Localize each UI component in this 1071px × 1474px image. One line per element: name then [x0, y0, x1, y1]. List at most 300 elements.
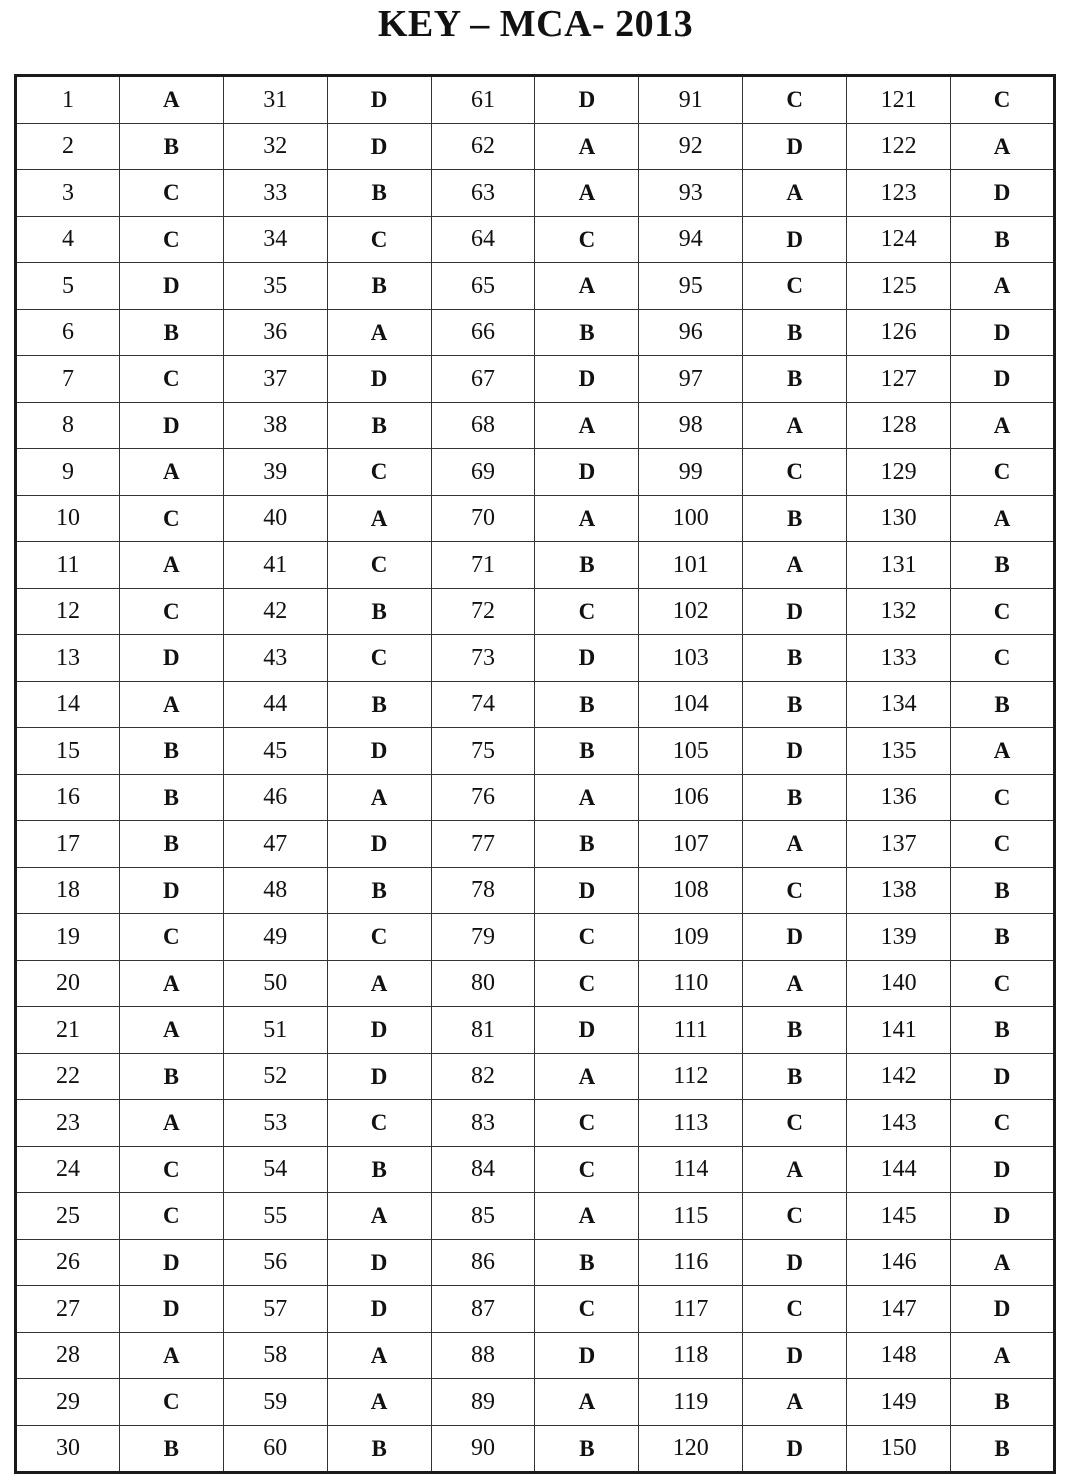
question-number: 18 — [16, 867, 120, 914]
question-number: 102 — [639, 588, 743, 635]
table-row — [16, 309, 1055, 356]
question-number: 9 — [16, 449, 120, 496]
question-number: 52 — [223, 1053, 327, 1100]
answer-letter: A — [951, 123, 1055, 170]
answer-letter: A — [119, 681, 223, 728]
answer-letter: D — [327, 728, 431, 775]
table-row — [16, 1379, 1055, 1426]
question-number: 130 — [847, 495, 951, 542]
table-row — [16, 914, 1055, 961]
answer-letter: C — [119, 1379, 223, 1426]
answer-letter: B — [951, 1007, 1055, 1054]
question-number: 120 — [639, 1425, 743, 1473]
question-number: 67 — [431, 356, 535, 403]
answer-letter: D — [327, 821, 431, 868]
table-row — [16, 263, 1055, 310]
question-number: 62 — [431, 123, 535, 170]
question-number: 54 — [223, 1146, 327, 1193]
table-row — [16, 402, 1055, 449]
question-number: 119 — [639, 1379, 743, 1426]
answer-letter: D — [743, 216, 847, 263]
question-number: 142 — [847, 1053, 951, 1100]
answer-letter: C — [743, 263, 847, 310]
question-number: 106 — [639, 774, 743, 821]
answer-letter: B — [535, 309, 639, 356]
table-row — [16, 123, 1055, 170]
question-number: 37 — [223, 356, 327, 403]
question-number: 2 — [16, 123, 120, 170]
answer-letter: B — [327, 263, 431, 310]
answer-letter: D — [535, 356, 639, 403]
question-number: 94 — [639, 216, 743, 263]
question-number: 4 — [16, 216, 120, 263]
answer-letter: A — [327, 309, 431, 356]
question-number: 93 — [639, 170, 743, 217]
question-number: 137 — [847, 821, 951, 868]
answer-letter: C — [535, 914, 639, 961]
table-row — [16, 960, 1055, 1007]
answer-letter: A — [535, 1053, 639, 1100]
question-number: 23 — [16, 1100, 120, 1147]
answer-letter: B — [327, 1146, 431, 1193]
answer-letter: C — [951, 635, 1055, 682]
question-number: 83 — [431, 1100, 535, 1147]
answer-letter: A — [327, 1379, 431, 1426]
answer-letter: B — [535, 542, 639, 589]
question-number: 139 — [847, 914, 951, 961]
question-number: 79 — [431, 914, 535, 961]
answer-letter: D — [743, 123, 847, 170]
table-row — [16, 867, 1055, 914]
question-number: 42 — [223, 588, 327, 635]
table-row — [16, 1146, 1055, 1193]
question-number: 118 — [639, 1332, 743, 1379]
answer-letter: B — [951, 681, 1055, 728]
answer-letter: D — [951, 1193, 1055, 1240]
answer-letter: A — [535, 170, 639, 217]
question-number: 92 — [639, 123, 743, 170]
question-number: 125 — [847, 263, 951, 310]
answer-letter: A — [327, 495, 431, 542]
question-number: 8 — [16, 402, 120, 449]
answer-letter: A — [327, 774, 431, 821]
question-number: 41 — [223, 542, 327, 589]
question-number: 121 — [847, 76, 951, 124]
question-number: 1 — [16, 76, 120, 124]
question-number: 127 — [847, 356, 951, 403]
question-number: 21 — [16, 1007, 120, 1054]
answer-letter: D — [535, 76, 639, 124]
question-number: 64 — [431, 216, 535, 263]
question-number: 35 — [223, 263, 327, 310]
answer-letter: B — [119, 821, 223, 868]
table-row — [16, 774, 1055, 821]
question-number: 112 — [639, 1053, 743, 1100]
answer-letter: B — [327, 1425, 431, 1473]
question-number: 149 — [847, 1379, 951, 1426]
question-number: 136 — [847, 774, 951, 821]
question-number: 58 — [223, 1332, 327, 1379]
answer-letter: C — [119, 495, 223, 542]
answer-letter: D — [119, 867, 223, 914]
answer-letter: D — [951, 356, 1055, 403]
question-number: 28 — [16, 1332, 120, 1379]
question-number: 34 — [223, 216, 327, 263]
answer-letter: B — [951, 542, 1055, 589]
question-number: 12 — [16, 588, 120, 635]
table-row — [16, 681, 1055, 728]
answer-letter: A — [327, 1332, 431, 1379]
page-title: KEY – MCA- 2013 — [377, 3, 694, 45]
question-number: 48 — [223, 867, 327, 914]
question-number: 36 — [223, 309, 327, 356]
question-number: 63 — [431, 170, 535, 217]
question-number: 14 — [16, 681, 120, 728]
answer-letter: C — [535, 1100, 639, 1147]
question-number: 44 — [223, 681, 327, 728]
question-number: 138 — [847, 867, 951, 914]
answer-letter: C — [951, 774, 1055, 821]
answer-letter: C — [327, 449, 431, 496]
question-number: 10 — [16, 495, 120, 542]
question-number: 126 — [847, 309, 951, 356]
question-number: 114 — [639, 1146, 743, 1193]
question-number: 133 — [847, 635, 951, 682]
question-number: 5 — [16, 263, 120, 310]
answer-letter: A — [535, 1193, 639, 1240]
answer-letter: D — [119, 635, 223, 682]
answer-letter: A — [743, 542, 847, 589]
answer-letter: A — [119, 960, 223, 1007]
question-number: 107 — [639, 821, 743, 868]
question-number: 113 — [639, 1100, 743, 1147]
answer-letter: A — [951, 402, 1055, 449]
answer-letter: B — [535, 728, 639, 775]
question-number: 95 — [639, 263, 743, 310]
question-number: 71 — [431, 542, 535, 589]
question-number: 89 — [431, 1379, 535, 1426]
answer-letter: D — [743, 588, 847, 635]
question-number: 29 — [16, 1379, 120, 1426]
question-number: 6 — [16, 309, 120, 356]
question-number: 3 — [16, 170, 120, 217]
question-number: 56 — [223, 1239, 327, 1286]
answer-letter: B — [951, 216, 1055, 263]
answer-letter: C — [535, 960, 639, 1007]
question-number: 77 — [431, 821, 535, 868]
question-number: 75 — [431, 728, 535, 775]
answer-letter: C — [743, 867, 847, 914]
question-number: 46 — [223, 774, 327, 821]
answer-letter: C — [743, 449, 847, 496]
answer-letter: D — [951, 1053, 1055, 1100]
question-number: 17 — [16, 821, 120, 868]
question-number: 7 — [16, 356, 120, 403]
answer-letter: D — [535, 1332, 639, 1379]
table-row — [16, 728, 1055, 775]
answer-letter: B — [743, 1007, 847, 1054]
answer-letter: B — [743, 1053, 847, 1100]
answer-letter: B — [743, 635, 847, 682]
question-number: 24 — [16, 1146, 120, 1193]
answer-letter: A — [119, 1332, 223, 1379]
answer-letter: C — [327, 542, 431, 589]
answer-letter: A — [535, 774, 639, 821]
table-row — [16, 542, 1055, 589]
question-number: 128 — [847, 402, 951, 449]
question-number: 47 — [223, 821, 327, 868]
question-number: 69 — [431, 449, 535, 496]
answer-letter: B — [119, 774, 223, 821]
question-number: 53 — [223, 1100, 327, 1147]
answer-letter: B — [743, 309, 847, 356]
question-number: 135 — [847, 728, 951, 775]
answer-letter: D — [951, 1286, 1055, 1333]
answer-letter: D — [951, 170, 1055, 217]
question-number: 20 — [16, 960, 120, 1007]
question-number: 108 — [639, 867, 743, 914]
question-number: 33 — [223, 170, 327, 217]
answer-letter: C — [951, 821, 1055, 868]
answer-letter: D — [119, 1286, 223, 1333]
answer-letter: A — [743, 170, 847, 217]
answer-letter: C — [327, 635, 431, 682]
answer-letter: B — [327, 170, 431, 217]
question-number: 116 — [639, 1239, 743, 1286]
question-number: 117 — [639, 1286, 743, 1333]
table-row — [16, 495, 1055, 542]
question-number: 111 — [639, 1007, 743, 1054]
question-number: 147 — [847, 1286, 951, 1333]
answer-letter: A — [327, 1193, 431, 1240]
answer-letter: A — [951, 728, 1055, 775]
answer-letter: C — [535, 1286, 639, 1333]
question-number: 50 — [223, 960, 327, 1007]
table-row — [16, 216, 1055, 263]
question-number: 30 — [16, 1425, 120, 1473]
question-number: 115 — [639, 1193, 743, 1240]
question-number: 101 — [639, 542, 743, 589]
question-number: 68 — [431, 402, 535, 449]
answer-letter: C — [327, 914, 431, 961]
question-number: 16 — [16, 774, 120, 821]
question-number: 150 — [847, 1425, 951, 1473]
question-number: 70 — [431, 495, 535, 542]
question-number: 99 — [639, 449, 743, 496]
table-row — [16, 1425, 1055, 1473]
answer-letter: B — [535, 1425, 639, 1473]
question-number: 146 — [847, 1239, 951, 1286]
question-number: 40 — [223, 495, 327, 542]
question-number: 11 — [16, 542, 120, 589]
question-number: 81 — [431, 1007, 535, 1054]
answer-letter: D — [327, 1239, 431, 1286]
answer-letter: D — [119, 402, 223, 449]
question-number: 60 — [223, 1425, 327, 1473]
answer-letter: D — [535, 449, 639, 496]
table-row — [16, 449, 1055, 496]
question-number: 90 — [431, 1425, 535, 1473]
question-number: 144 — [847, 1146, 951, 1193]
question-number: 72 — [431, 588, 535, 635]
question-number: 80 — [431, 960, 535, 1007]
answer-letter: C — [119, 588, 223, 635]
answer-letter: C — [743, 76, 847, 124]
answer-letter: B — [119, 1425, 223, 1473]
answer-letter: B — [951, 1425, 1055, 1473]
answer-letter: C — [743, 1286, 847, 1333]
question-number: 26 — [16, 1239, 120, 1286]
question-number: 73 — [431, 635, 535, 682]
question-number: 32 — [223, 123, 327, 170]
answer-letter: B — [743, 495, 847, 542]
answer-letter: B — [951, 914, 1055, 961]
answer-letter: A — [535, 495, 639, 542]
question-number: 66 — [431, 309, 535, 356]
answer-letter: C — [119, 170, 223, 217]
question-number: 86 — [431, 1239, 535, 1286]
answer-letter: D — [327, 356, 431, 403]
question-number: 145 — [847, 1193, 951, 1240]
answer-letter: A — [119, 76, 223, 124]
table-row — [16, 588, 1055, 635]
question-number: 96 — [639, 309, 743, 356]
question-number: 141 — [847, 1007, 951, 1054]
answer-letter: D — [743, 914, 847, 961]
question-number: 45 — [223, 728, 327, 775]
question-number: 65 — [431, 263, 535, 310]
table-row — [16, 170, 1055, 217]
answer-letter: C — [951, 76, 1055, 124]
answer-letter: A — [119, 1007, 223, 1054]
answer-letter: D — [535, 867, 639, 914]
answer-letter: D — [743, 728, 847, 775]
answer-letter: A — [743, 1146, 847, 1193]
answer-letter: D — [951, 309, 1055, 356]
answer-letter: B — [119, 1053, 223, 1100]
question-number: 74 — [431, 681, 535, 728]
question-number: 148 — [847, 1332, 951, 1379]
question-number: 49 — [223, 914, 327, 961]
answer-letter: B — [119, 309, 223, 356]
question-number: 88 — [431, 1332, 535, 1379]
answer-letter: C — [743, 1100, 847, 1147]
answer-letter: A — [951, 1332, 1055, 1379]
table-row — [16, 76, 1055, 124]
answer-letter: B — [327, 402, 431, 449]
question-number: 91 — [639, 76, 743, 124]
answer-letter: B — [535, 681, 639, 728]
question-number: 134 — [847, 681, 951, 728]
answer-letter: C — [119, 1193, 223, 1240]
answer-letter: C — [951, 960, 1055, 1007]
answer-letter: A — [743, 960, 847, 1007]
question-number: 38 — [223, 402, 327, 449]
answer-letter: A — [743, 402, 847, 449]
answer-letter: B — [535, 821, 639, 868]
answer-letter: A — [119, 542, 223, 589]
answer-letter: C — [119, 356, 223, 403]
answer-letter: D — [327, 1053, 431, 1100]
answer-letter: A — [535, 123, 639, 170]
answer-letter: A — [743, 821, 847, 868]
answer-letter: A — [327, 960, 431, 1007]
answer-letter: C — [535, 588, 639, 635]
question-number: 13 — [16, 635, 120, 682]
question-number: 76 — [431, 774, 535, 821]
answer-letter: B — [119, 728, 223, 775]
question-number: 109 — [639, 914, 743, 961]
answer-letter: D — [327, 76, 431, 124]
question-number: 85 — [431, 1193, 535, 1240]
question-number: 57 — [223, 1286, 327, 1333]
answer-letter: B — [119, 123, 223, 170]
question-number: 103 — [639, 635, 743, 682]
answer-letter: B — [327, 588, 431, 635]
answer-letter: A — [535, 263, 639, 310]
answer-letter: D — [119, 263, 223, 310]
question-number: 55 — [223, 1193, 327, 1240]
answer-letter: A — [119, 1100, 223, 1147]
table-row — [16, 356, 1055, 403]
answer-key-table — [14, 74, 1056, 1474]
answer-letter: C — [535, 216, 639, 263]
question-number: 61 — [431, 76, 535, 124]
answer-letter: B — [743, 681, 847, 728]
question-number: 59 — [223, 1379, 327, 1426]
answer-letter: A — [119, 449, 223, 496]
answer-letter: C — [951, 1100, 1055, 1147]
answer-letter: D — [743, 1425, 847, 1473]
question-number: 97 — [639, 356, 743, 403]
question-number: 82 — [431, 1053, 535, 1100]
answer-key-body — [16, 76, 1055, 1473]
question-number: 98 — [639, 402, 743, 449]
answer-letter: D — [119, 1239, 223, 1286]
question-number: 122 — [847, 123, 951, 170]
answer-letter: B — [951, 867, 1055, 914]
answer-letter: C — [535, 1146, 639, 1193]
answer-letter: B — [743, 356, 847, 403]
question-number: 124 — [847, 216, 951, 263]
question-number: 87 — [431, 1286, 535, 1333]
answer-letter: D — [951, 1146, 1055, 1193]
answer-letter: A — [535, 402, 639, 449]
answer-letter: D — [535, 635, 639, 682]
question-number: 132 — [847, 588, 951, 635]
table-row — [16, 1239, 1055, 1286]
question-number: 129 — [847, 449, 951, 496]
question-number: 27 — [16, 1286, 120, 1333]
question-number: 131 — [847, 542, 951, 589]
question-number: 39 — [223, 449, 327, 496]
answer-letter: D — [327, 1286, 431, 1333]
answer-letter: D — [327, 123, 431, 170]
table-row — [16, 1100, 1055, 1147]
question-number: 84 — [431, 1146, 535, 1193]
answer-letter: C — [327, 216, 431, 263]
question-number: 25 — [16, 1193, 120, 1240]
question-number: 31 — [223, 76, 327, 124]
table-row — [16, 1053, 1055, 1100]
answer-letter: A — [951, 495, 1055, 542]
question-number: 15 — [16, 728, 120, 775]
question-number: 22 — [16, 1053, 120, 1100]
question-number: 51 — [223, 1007, 327, 1054]
question-number: 123 — [847, 170, 951, 217]
answer-letter: A — [951, 1239, 1055, 1286]
answer-letter: A — [951, 263, 1055, 310]
